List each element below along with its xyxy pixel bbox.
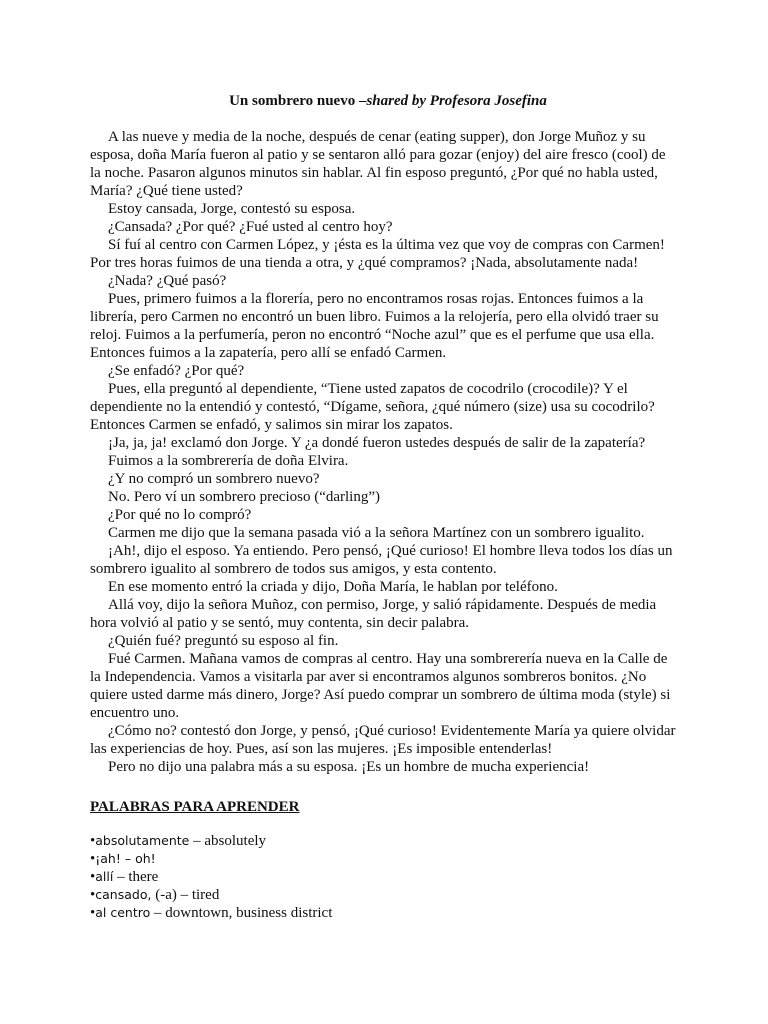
paragraph: ¿Por qué no lo compró? <box>108 507 252 523</box>
paragraph: ¡Ah!, dijo el esposo. Ya entiendo. Pero pensó, ¡Qué curioso! El hombre lleva todos los días un sombrero igualito al sombrero de todos sus amigos, y esta contento. <box>90 543 673 577</box>
paragraph: Fuimos a la sombrerería de doña Elvira. <box>108 453 349 469</box>
vocab-item <box>90 868 680 886</box>
paragraph: Pues, ella preguntó al dependiente, “Tiene usted zapatos de cocodrilo (crocodile)? Y el dependiente no la entendió y contestó, “Dígame, señora, ¿qué número (size) usa su cocodrilo? Entonces Carmen se enfadó, y salimos sin mirar los zapatos. <box>90 381 655 433</box>
paragraph: ¿Cómo no? contestó don Jorge, y pensó, ¡Qué curioso! Evidentemente María ya quiere olvidar las experiencias de hoy. Pues, así son las mujeres. ¡Es imposible entenderlas! <box>90 723 676 757</box>
paragraph: ¡Ja, ja, ja! exclamó don Jorge. Y ¿a dondé fueron ustedes después de salir de la zapatería? <box>108 435 646 451</box>
paragraph: ¿Se enfadó? ¿Por qué? <box>108 363 245 379</box>
document-title <box>90 92 680 110</box>
paragraph: Sí fuí al centro con Carmen López, y ¡ésta es la última vez que voy de compras con Carmen! Por tres horas fuimos de una tienda a otra, y ¿qué compramos? ¡Nada, absolutamente nada! <box>90 237 665 271</box>
vocab-item <box>90 850 680 868</box>
vocab-heading: PALABRAS PARA APRENDER <box>90 799 300 815</box>
paragraph: Allá voy, dijo la señora Muñoz, con permiso, Jorge, y salió rápidamente. Después de media hora volvió al patio y se sentó, muy contenta, sin decir palabra. <box>90 597 657 631</box>
vocab-meaning: (-a) – tired <box>151 887 220 903</box>
bullet-icon: • <box>90 905 96 921</box>
bullet-icon: • <box>90 851 96 867</box>
paragraph: A las nueve y media de la noche, después de cenar (eating supper), don Jorge Muñoz y su esposa, doña María fueron al patio y se sentaron alló para gozar (enjoy) del aire fresco (cool) de la noche. Pasaron algunos minutos sin hablar. Al fin esposo preguntó, ¿Por qué no habla usted, María? ¿Qué tiene usted? <box>90 129 666 199</box>
vocab-meaning: – there <box>113 869 159 885</box>
vocab-term: allí <box>95 869 114 884</box>
vocab-term: absolutamente <box>95 833 190 848</box>
paragraph: Estoy cansada, Jorge, contestó su esposa. <box>108 201 356 217</box>
paragraph: ¿Y no compró un sombrero nuevo? <box>108 471 320 487</box>
bullet-icon: • <box>90 869 96 885</box>
story-body <box>90 128 680 776</box>
vocab-meaning: – absolutely <box>189 833 267 849</box>
vocab-term: al centro <box>95 905 151 920</box>
vocab-term: ¡ah! – oh! <box>95 851 156 866</box>
paragraph: ¿Quién fué? preguntó su esposo al fin. <box>108 633 339 649</box>
paragraph: ¿Nada? ¿Qué pasó? <box>108 273 227 289</box>
paragraph: En ese momento entró la criada y dijo, Doña María, le hablan por teléfono. <box>108 579 558 595</box>
paragraph: ¿Cansada? ¿Por qué? ¿Fué usted al centro hoy? <box>108 219 393 235</box>
vocab-item <box>90 904 680 922</box>
bullet-icon: • <box>90 887 96 903</box>
paragraph: Fué Carmen. Mañana vamos de compras al centro. Hay una sombrerería nueva en la Calle de la Independencia. Vamos a visitarla par aver si encontramos algunos sombreros bonitos. ¿No quiere usted darme más dinero, Jorge? Así puedo comprar un sombrero de última moda (style) si encuentro uno. <box>90 651 671 721</box>
bullet-icon: • <box>90 833 96 849</box>
vocab-item <box>90 886 680 904</box>
vocab-term: cansado, <box>95 887 152 902</box>
vocab-list <box>90 832 680 922</box>
vocab-meaning: – downtown, business district <box>150 905 333 921</box>
title-main: Un sombrero nuevo – <box>229 93 367 109</box>
paragraph: Pues, primero fuimos a la florería, pero no encontramos rosas rojas. Entonces fuimos a la librería, pero Carmen no encontró un buen libro. Fuimos a la relojería, pero ella olvidó traer su reloj. Fuimos a la perfumería, peron no encontró “Noche azul” que es el perfume que usa ella. Entonces fuimos a la zapatería, pero allí se enfadó Carmen. <box>90 291 659 361</box>
vocab-item <box>90 832 680 850</box>
paragraph: No. Pero ví un sombrero precioso (“darling”) <box>108 489 381 505</box>
paragraph: Carmen me dijo que la semana pasada vió a la señora Martínez con un sombrero igualito. <box>108 525 645 541</box>
paragraph: Pero no dijo una palabra más a su esposa. ¡Es un hombre de mucha experiencia! <box>108 759 590 775</box>
title-byline: shared by Profesora Josefina <box>366 93 547 109</box>
